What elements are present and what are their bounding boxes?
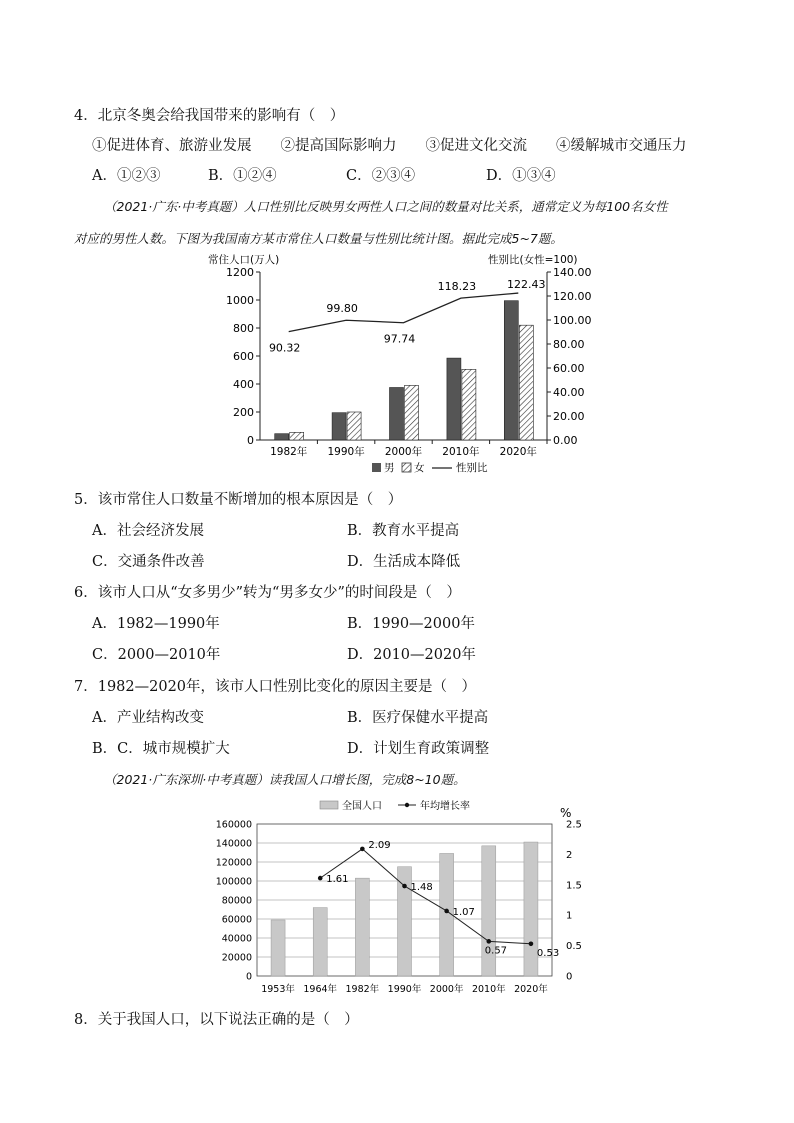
q6-option-a[interactable]: A．1982—1990年 [92,616,220,632]
q5-option-a[interactable]: A．社会经济发展 [92,523,204,539]
chart2-right-tick-label: 1 [566,910,573,922]
population-sex-ratio-chart [200,250,600,475]
bar-female [290,432,304,440]
sex-ratio-data-label: 118.23 [437,280,477,294]
chart1-x-tick-label: 2020年 [499,446,537,458]
chart1-left-tick-label: 1200 [226,266,254,279]
chart2-right-tick-label: 2.5 [566,819,582,831]
growth-rate-data-label: 0.57 [484,945,508,957]
chart1-right-tick-label: 20.00 [553,410,585,423]
q4-option-b[interactable]: B．①②④ [208,168,277,184]
legend-female-label: 女 [414,462,425,474]
chart2-left-tick-label: 140000 [215,838,252,850]
intro2-paragraph: （2021·广东深圳·中考真题）读我国人口增长图，完成8~10题。 [104,772,466,787]
growth-rate-data-label: 1.48 [410,882,433,894]
question-4-items: ①促进体育、旅游业发展 ②提高国际影响力 ③促进文化交流 ④缓解城市交通压力 [92,138,687,154]
bar-national-population [271,920,285,976]
chart2-x-tick-label: 2020年 [514,984,548,995]
q7-option-b[interactable]: B．医疗保健水平提高 [347,710,489,726]
chart2-left-tick-label: 60000 [221,914,252,926]
chart2-left-tick-label: 20000 [221,952,252,964]
chart2-left-tick-label: 40000 [221,933,252,945]
bar-female [462,369,476,440]
chart2-left-tick-label: 120000 [215,857,252,869]
bar-female [519,325,533,440]
growth-rate-point [529,941,534,946]
chart1-x-tick-label: 1982年 [270,446,308,458]
chart1-left-tick-label: 0 [247,434,254,447]
q4-option-d[interactable]: D．①③④ [486,168,556,184]
bar-female [405,385,419,440]
legend-population-label: 全国人口 [342,801,382,812]
legend-growth-marker [405,803,409,807]
chart2-right-tick-label: 2 [566,849,573,861]
chart2-left-tick-label: 100000 [215,876,252,888]
chart2-x-tick-label: 2000年 [429,984,464,995]
chart1-left-tick-label: 200 [233,406,254,419]
legend-ratio-label: 性别比 [456,462,488,474]
q5-option-c[interactable]: C．交通条件改善 [92,554,205,570]
growth-rate-data-label: 0.53 [536,947,560,959]
chart1-right-axis-title: 性别比(女性=100) [488,254,578,266]
chart2-x-tick-label: 1964年 [303,984,338,995]
bar-female [347,412,361,440]
q4-option-a[interactable]: A．①②③ [92,168,161,184]
growth-rate-point [402,884,407,889]
chart1-right-tick-label: 140.00 [553,266,592,279]
chart2-x-tick-label: 1953年 [261,984,295,995]
growth-rate-point [360,847,365,852]
question-6-stem: 6．该市人口从“女多男少”转为“男多女少”的时间段是（ ） [74,585,461,601]
chart1-x-tick-label: 1990年 [327,446,365,458]
question-7-stem: 7．1982—2020年，该市人口性别比变化的原因主要是（ ） [74,679,477,695]
national-population-chart [200,796,600,1001]
legend-growth-label: 年均增长率 [420,801,470,812]
q7-option-a[interactable]: A．产业结构改变 [92,710,204,726]
chart1-left-tick-label: 800 [233,322,254,335]
growth-rate-line [320,849,531,944]
bar-male [275,434,289,440]
bar-male [332,413,346,440]
chart1-left-tick-label: 1000 [226,294,254,307]
chart1-left-tick-label: 600 [233,350,254,363]
chart1-right-tick-label: 100.00 [553,314,592,327]
question-8-stem: 8．关于我国人口，以下说法正确的是（ ） [74,1012,359,1028]
legend-male-swatch [372,463,381,472]
bar-male [504,301,518,440]
legend-female-swatch [402,463,411,472]
chart2-x-tick-label: 1982年 [345,984,380,995]
growth-rate-data-label: 1.07 [452,906,475,918]
q6-option-d[interactable]: D．2010—2020年 [347,647,476,663]
chart1-right-tick-label: 40.00 [553,386,585,399]
bar-national-population [355,878,369,976]
q6-option-b[interactable]: B．1990—2000年 [347,616,475,632]
growth-rate-point [444,909,449,914]
growth-rate-point [486,939,491,944]
legend-male-label: 男 [384,462,395,474]
intro-paragraph-line1: （2021·广东·中考真题）人口性别比反映男女两性人口之间的数量对比关系，通常定义为每100名女性 [104,199,668,214]
question-5-stem: 5．该市常住人口数量不断增加的根本原因是（ ） [74,492,403,508]
chart2-left-tick-label: 0 [245,971,252,983]
q4-option-c[interactable]: C．②③④ [346,168,416,184]
question-4-stem: 4．北京冬奥会给我国带来的影响有（ ） [74,108,345,124]
q5-option-d[interactable]: D．生活成本降低 [347,554,461,570]
growth-rate-data-label: 2.09 [368,839,391,851]
bar-national-population [313,908,327,976]
growth-rate-data-label: 1.61 [326,874,349,886]
bar-national-population [482,846,496,976]
chart1-right-tick-label: 0.00 [553,434,578,447]
q6-option-c[interactable]: C．2000—2010年 [92,647,221,663]
bar-national-population [398,867,412,976]
chart2-x-tick-label: 2010年 [471,984,506,995]
legend-population-swatch [320,801,338,809]
chart1-left-axis-title: 常住人口(万人) [208,254,280,266]
chart1-x-tick-label: 2010年 [442,446,480,458]
chart1-left-tick-label: 400 [233,378,254,391]
q7-option-c[interactable]: B．C．城市规模扩大 [92,741,230,757]
bar-national-population [524,842,538,976]
chart1-right-tick-label: 60.00 [553,362,585,375]
bar-male [447,358,461,440]
chart1-x-tick-label: 2000年 [384,446,423,458]
sex-ratio-data-label: 122.43 [507,278,546,292]
bar-male [390,388,404,441]
chart2-x-tick-label: 1990年 [387,984,422,995]
chart1-right-tick-label: 80.00 [553,338,585,351]
chart2-right-tick-label: 1.5 [566,880,582,892]
sex-ratio-data-label: 90.32 [268,341,301,355]
growth-rate-point [318,876,323,881]
chart2-right-tick-label: 0.5 [566,941,582,953]
sex-ratio-data-label: 99.80 [326,302,358,316]
sex-ratio-line [289,293,519,332]
chart2-left-tick-label: 80000 [221,895,252,907]
chart2-left-tick-label: 160000 [215,819,252,831]
sex-ratio-data-label: 97.74 [383,332,416,346]
intro-paragraph-line2: 对应的男性人数。下图为我国南方某市常住人口数量与性别比统计图。据此完成5~7题。 [74,231,563,246]
chart2-right-tick-label: 0 [566,971,573,983]
q5-option-b[interactable]: B．教育水平提高 [347,523,460,539]
q7-option-d[interactable]: D．计划生育政策调整 [347,741,490,757]
chart1-right-tick-label: 120.00 [553,290,592,303]
chart2-right-unit: % [560,806,572,820]
